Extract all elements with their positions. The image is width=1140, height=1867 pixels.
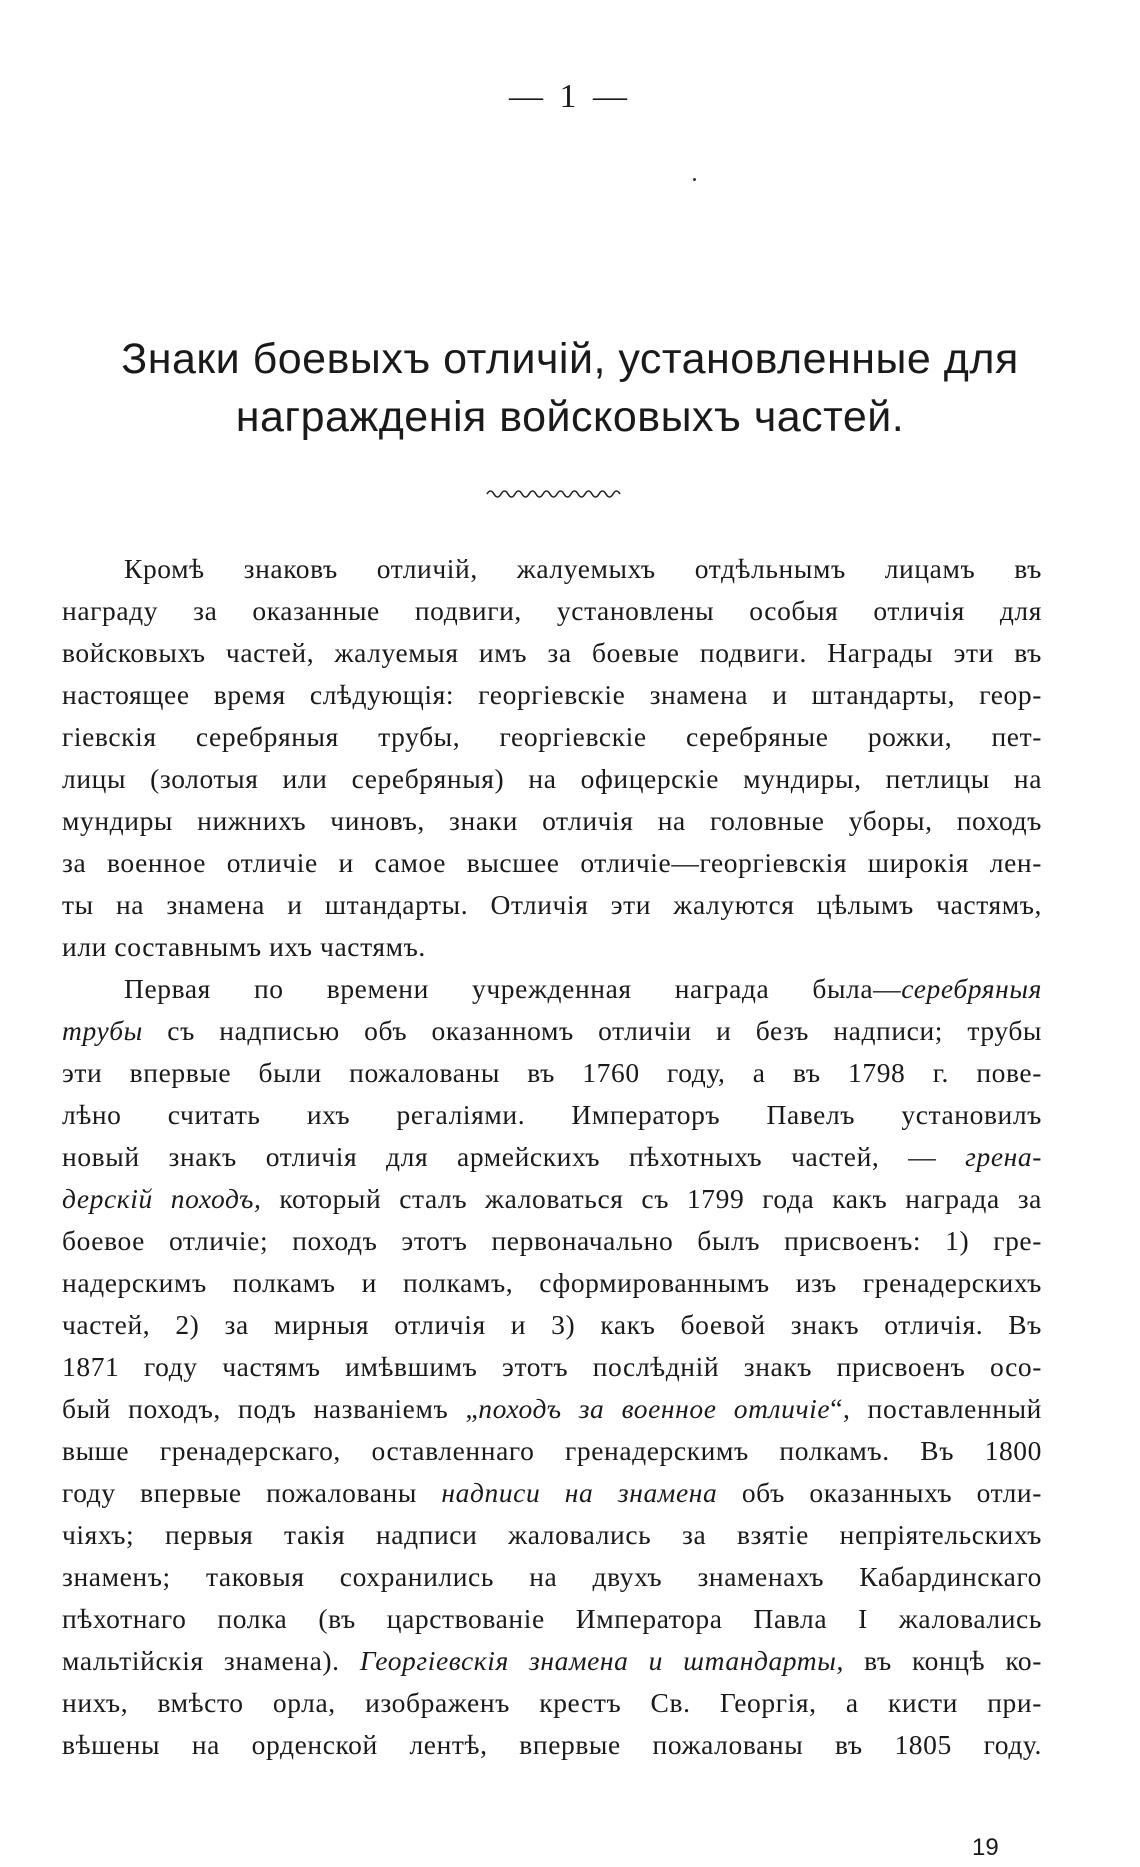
text-line: частей, 2) за мирныя отличія и 3) какъ боевой знакъ отличія. Въ bbox=[62, 1309, 1042, 1340]
text-line: пѣхотнаго полка (въ царствованіе Императора Павла I жаловались bbox=[62, 1603, 1042, 1634]
text-line: лѣно считать ихъ регаліями. Императоръ Павелъ установилъ bbox=[62, 1099, 1042, 1130]
text-line: вѣшены на орденской лентѣ, впервые пожалованы въ 1805 году. bbox=[62, 1729, 1042, 1760]
text-line: или составнымъ ихъ частямъ. bbox=[62, 931, 426, 962]
paragraph-1 bbox=[62, 548, 1042, 968]
text-line: мундиры нижнихъ чиновъ, знаки отличія на головные уборы, походъ bbox=[62, 805, 1042, 836]
text-line: выше гренадерскаго, оставленнаго гренадерскимъ полкамъ. Въ 1800 bbox=[62, 1435, 1042, 1466]
wavy-divider-ornament bbox=[485, 487, 627, 501]
chapter-title-line-1: Знаки боевыхъ отличій, установленные для bbox=[121, 335, 1019, 383]
emphasis: грена- bbox=[965, 1141, 1042, 1172]
text-line: бый походъ, подъ названіемъ „походъ за военное отличіе“, поставленный bbox=[62, 1393, 1042, 1424]
print-speck bbox=[693, 178, 696, 181]
text-line: нихъ, вмѣсто орла, изображенъ крестъ Св. Георгія, а кисти при- bbox=[62, 1687, 1042, 1718]
text-line: 1871 году частямъ имѣвшимъ этотъ послѣдній знакъ присвоенъ осо- bbox=[62, 1351, 1042, 1382]
body-text bbox=[62, 548, 1042, 1766]
emphasis: походъ за военное отличіе bbox=[478, 1393, 831, 1424]
text-line: ты на знамена и штандарты. Отличія эти жалуются цѣлымъ частямъ, bbox=[62, 889, 1042, 920]
emphasis: серебряныя bbox=[901, 973, 1042, 1004]
emphasis: надписи на знамена bbox=[441, 1477, 718, 1508]
text-line: за военное отличіе и самое высшее отличіе—георгіевскія широкія лен- bbox=[62, 847, 1042, 878]
text-line: гіевскія серебряныя трубы, георгіевскіе серебряные рожки, пет- bbox=[62, 721, 1042, 752]
text-line: лицы (золотыя или серебряныя) на офицерскіе мундиры, петлицы на bbox=[62, 763, 1042, 794]
text-line: новый знакъ отличія для армейскихъ пѣхотныхъ частей, — грена- bbox=[62, 1141, 1042, 1172]
text-line: боевое отличіе; походъ этотъ первоначально былъ присвоенъ: 1) гре- bbox=[62, 1225, 1042, 1256]
emphasis: дерскій походъ, bbox=[62, 1183, 262, 1214]
text-line: году впервые пожалованы надписи на знамена объ оказанныхъ отли- bbox=[62, 1477, 1042, 1508]
text-line: знаменъ; таковыя сохранились на двухъ знаменахъ Кабардинскаго bbox=[62, 1561, 1042, 1592]
text-line: награду за оказанные подвиги, установлены особыя отличія для bbox=[62, 595, 1042, 626]
emphasis: Георгіевскія знамена и штандарты, bbox=[359, 1645, 844, 1676]
chapter-title bbox=[110, 330, 1030, 446]
text-line: Кромѣ знаковъ отличій, жалуемыхъ отдѣльнымъ лицамъ въ bbox=[124, 553, 1042, 584]
paragraph-2 bbox=[62, 968, 1042, 1766]
chapter-title-line-2: награжденія войсковыхъ частей. bbox=[235, 393, 905, 441]
text-line: Первая по времени учрежденная награда была—серебряныя bbox=[124, 973, 1042, 1004]
text-line: дерскій походъ, который сталъ жаловаться съ 1799 года какъ награда за bbox=[62, 1183, 1042, 1214]
signature-number: 19 bbox=[972, 1834, 999, 1861]
text-line: войсковыхъ частей, жалуемыя имъ за боевые подвиги. Награды эти въ bbox=[62, 637, 1042, 668]
text-line: чіяхъ; первыя такія надписи жаловались за взятіе непріятельскихъ bbox=[62, 1519, 1042, 1550]
text-line: надерскимъ полкамъ и полкамъ, сформированнымъ изъ гренадерскихъ bbox=[62, 1267, 1042, 1298]
text-line: эти впервые были пожалованы въ 1760 году, а въ 1798 г. пове- bbox=[62, 1057, 1042, 1088]
text-line: трубы съ надписью объ оказанномъ отличіи и безъ надписи; трубы bbox=[62, 1015, 1042, 1046]
emphasis: трубы bbox=[62, 1015, 143, 1046]
text-line: мальтійскія знамена). Георгіевскія знамена и штандарты, въ концѣ ко- bbox=[62, 1645, 1042, 1676]
page-number: — 1 — bbox=[509, 78, 631, 115]
text-line: настоящее время слѣдующія: георгіевскіе знамена и штандарты, геор- bbox=[62, 679, 1042, 710]
